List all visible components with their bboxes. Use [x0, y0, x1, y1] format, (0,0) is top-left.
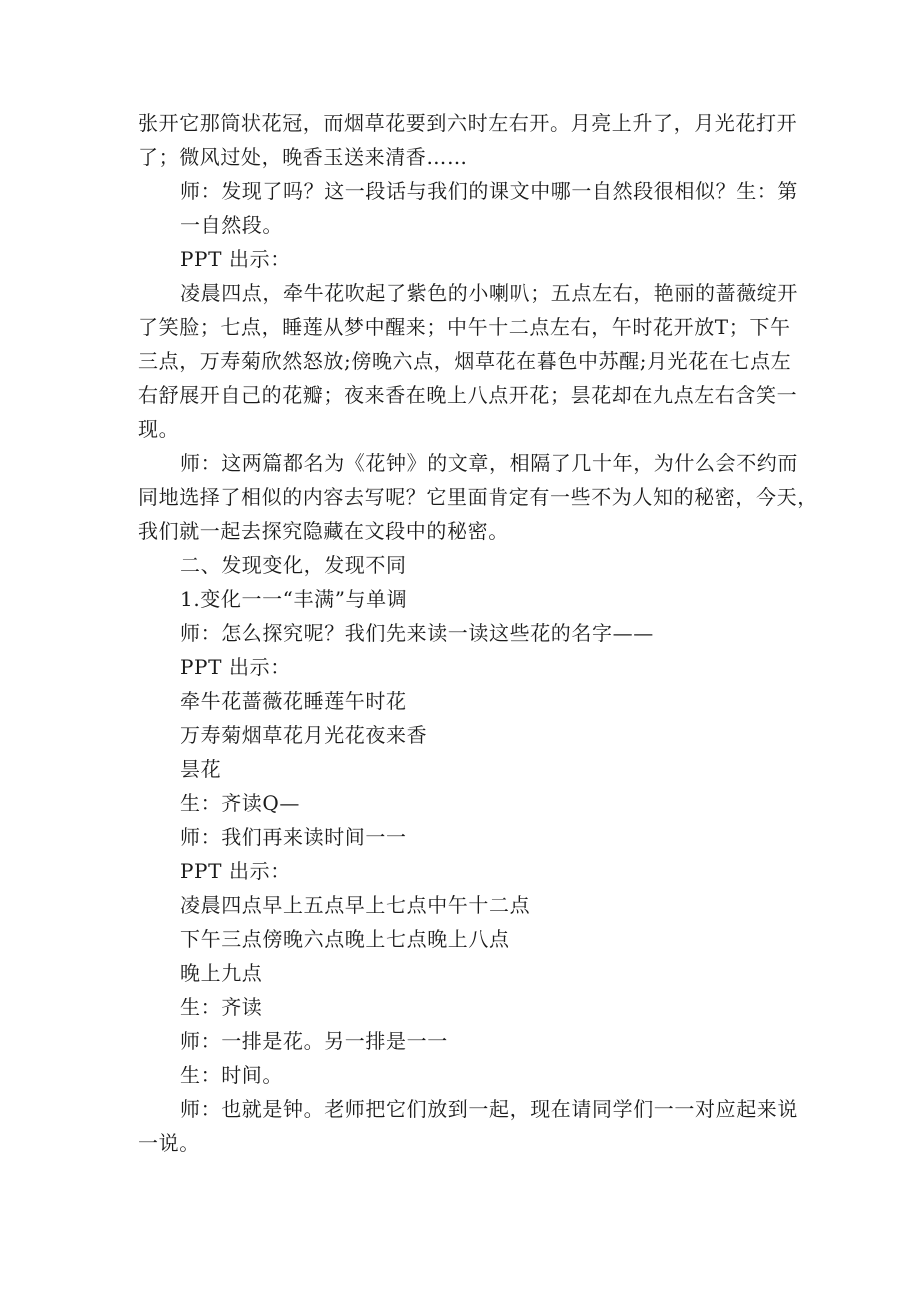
text-line: 万寿菊烟草花月光花夜来香 [180, 723, 428, 747]
text-line: 师：这两篇都名为《花钟》的文章，相隔了几十年，为什么会不约而 [180, 451, 798, 475]
text-line: 凌晨四点，牵牛花吹起了紫色的小喇叭；五点左右，艳丽的蔷薇绽开 [180, 281, 798, 305]
text-line: 师：发现了吗？这一段话与我们的课文中哪一自然段很相似？生：第 [180, 179, 798, 203]
text-line: 一自然段。 [180, 213, 283, 237]
text-line: 牵牛花蔷薇花睡莲午时花 [180, 689, 407, 713]
text-line: 同地选择了相似的内容去写呢？它里面肯定有一些不为人知的秘密，今天， [138, 485, 818, 509]
document-body [138, 106, 818, 1160]
text-line: 了笑脸；七点，睡莲从梦中醒来；中午十二点左右，午时花开放T；下午 [138, 315, 791, 339]
text-line: 生：齐读 [180, 995, 263, 1019]
text-line: 一说。 [138, 1131, 200, 1155]
text-line: PPT 出示： [180, 655, 291, 679]
text-line: 师：我们再来读时间一一 [180, 825, 407, 849]
text-line: 张开它那筒状花冠，而烟草花要到六时左右开。月亮上升了，月光花打开 [138, 111, 798, 135]
text-line: 生：时间。 [180, 1063, 283, 1087]
text-line: 1.变化一一“丰满”与单调 [180, 587, 408, 611]
text-line: 师：也就是钟。老师把它们放到一起，现在请同学们一一对应起来说 [180, 1097, 798, 1121]
text-line: PPT 出示： [180, 859, 291, 883]
text-line: 现。 [138, 417, 180, 441]
text-line: 右舒展开自己的花瓣；夜来香在晚上八点开花；昙花却在九点左右含笑一 [138, 383, 798, 407]
text-line: 师：一排是花。另一排是一一 [180, 1029, 448, 1053]
text-line: 凌晨四点早上五点早上七点中午十二点 [180, 893, 531, 917]
text-line: 师：怎么探究呢？我们先来读一读这些花的名字—— [180, 621, 654, 645]
text-line: 三点，万寿菊欣然怒放;傍晚六点，烟草花在暮色中苏醒;月光花在七点左 [138, 349, 792, 373]
text-line: 了；微风过处，晚香玉送来清香…… [138, 145, 468, 169]
text-line: 我们就一起去探究隐藏在文段中的秘密。 [138, 519, 509, 543]
text-line: 生：齐读Q— [180, 791, 300, 815]
text-line: 二、发现变化，发现不同 [180, 553, 407, 577]
text-line: PPT 出示： [180, 247, 291, 271]
text-line: 下午三点傍晚六点晚上七点晚上八点 [180, 927, 510, 951]
text-line: 昙花 [180, 757, 222, 781]
text-line: 晚上九点 [180, 961, 263, 985]
